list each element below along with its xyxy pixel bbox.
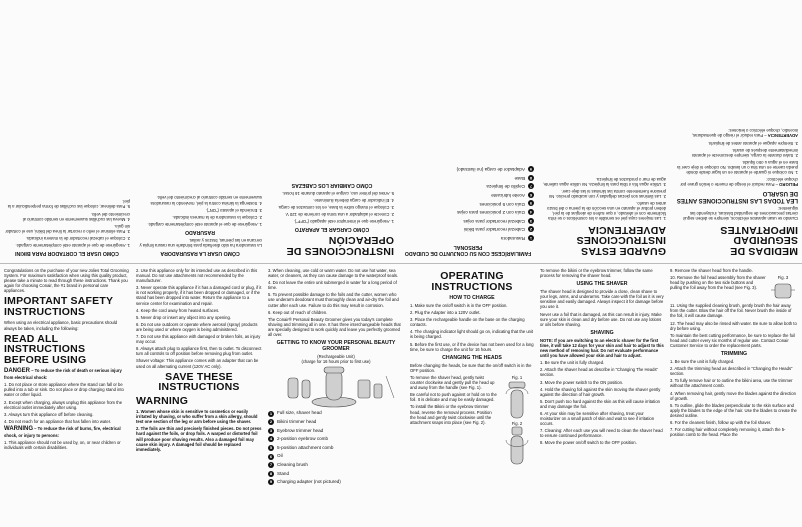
cleaning-item: 11. Using the supplied cleaning brush, gently brush the hair away from the cutter. Blow the hair off the foil. Never brush the inside of the foil, it will cause damage.: [670, 303, 792, 319]
list-item: 2 Bikini trimmer head: [269, 419, 317, 425]
parts-list: [268, 409, 404, 486]
es-safety-title: MEDIDAS DE SEGURIDAD IMPORTANTES: [720, 224, 798, 257]
remove-trimmer-text: To remove the bikini or the eyebrow trimmer, follow the same process for removing the shaver head.: [540, 268, 653, 279]
es-item: 3. Encienda el aparato ("ON").: [205, 207, 262, 213]
es-charge-title: CÓMO CARGAR EL APARATO: [294, 226, 370, 232]
trimming-item: 2. Attach the trimming head as described in “Changing the Heads” section.: [670, 366, 793, 377]
danger-text: – To reduce the risk of death or serious injury from electrical shock:: [4, 368, 122, 381]
warning-item: 4. Keep the cord away from heated surfaces.: [136, 307, 220, 313]
es-item: 2. Coloque el cabezal recortador de la manera indicada.: [25, 235, 130, 241]
list-item: 6 Oil: [269, 453, 283, 459]
es-danger-title: PELIGRO: [779, 182, 798, 188]
warning-item: 5. Never drop or insert any object into any opening.: [136, 314, 231, 320]
trimming-title: TRIMMING: [720, 351, 748, 358]
using-shaver-title: USING THE SHAVER: [576, 281, 628, 288]
charge-title: HOW TO CHARGE: [449, 295, 495, 301]
cleaning-item: 9. Remove the shaver head from the handle.: [670, 268, 753, 273]
es-item: 5. Antes del primer uso, cargue el aparato durante 16 horas.: [282, 190, 394, 196]
save-instructions-title: SAVE THESE INSTRUCTIONS: [158, 370, 240, 394]
cleaning-item: To maintain the best cutting performance, be sure to replace the foil head and cutter every six months of regular use. Contact Conair Customer Service to order the replacement parts.: [670, 332, 795, 348]
es-item: 2. Las láminas son piezas delgadas y con acabado preciso. No presione fuertemente contra las láminas ni las deje caer.: [548, 189, 666, 200]
list-item: 1 Full size, shaver head: [269, 410, 322, 416]
fig3-illustration: [769, 280, 797, 302]
es-column-4: [270, 4, 394, 259]
cleaning-item: 12. The head may also be rinsed with water. Be sure to allow both to dry before using.: [670, 320, 797, 331]
trimming-item: 4. When removing hair, gently move the blades against the direction of growth.: [670, 390, 796, 401]
list-item: 7 Cleaning brush: [269, 461, 308, 468]
es-item: 1. Asegúrese que el interruptor esté apagado ("OFF").: [293, 219, 394, 224]
es-item: 1. Asegúrese de que el aparato esté completamente cargado.: [15, 243, 130, 248]
list-item: 9 Charging adapter (not pictured): [269, 479, 341, 485]
handle-shape: [326, 370, 342, 400]
es-item: 1. Las mujeres cuya piel es sensible a los cosméticos o se irrita fácilmente con el afeitado, o que sufren de alergias de la piel, deben probar el aparato en una sección de la pierna o del brazo antes de usarlo.: [547, 201, 666, 222]
es-item: 1. Asegúrese de que el aparato esté completamente cargado.: [147, 221, 262, 227]
heads-item: Be careful not to push against or hold on to the foil. It is delicate and may be easily damaged.: [410, 392, 497, 403]
en-column-4: [410, 268, 534, 523]
english-section: [0, 264, 802, 527]
es-safety-text: Cuando se usan aparatos eléctricos, siempre se deben seguir ciertas precauciones de seguridad básicas, incluyendo las siguientes:: [683, 206, 798, 222]
list-item: 6 Aceite lubricante: [491, 192, 533, 199]
shaving-note: NOTE: If you are switching to an electric shaver for the first time, it will take 12 days for your skin and hair to adjust to this new method of removing hair. Do not evaluate performance until you have allowed your skin and hair to adjust.: [540, 337, 664, 359]
list-item: 3 Eyebrow trimmer head: [269, 427, 324, 433]
list-item: 3 Cabezal recortador para cejas: [463, 218, 533, 224]
trimmer-head-shape: [288, 378, 298, 398]
fig3-label: Fig. 3: [777, 275, 789, 281]
shaving-item: 5. Don't push too hard against the skin as this will cause irritation and may damage the foil.: [540, 398, 660, 409]
warning-item: 6. Keep out of reach of children.: [268, 309, 328, 315]
heads-text: Before changing the heads, be sure that the on/off switch is in the OFF position.: [410, 362, 532, 373]
fig2-label: Fig. 2: [511, 421, 523, 427]
es-adv-title: ADVERTENCIA: [767, 133, 798, 139]
danger-item: 3. Always turn this appliance off before cleaning.: [4, 411, 94, 417]
es-column-5: [138, 4, 262, 259]
es-item: 2. Coloque la rasuradora de la manera indicada.: [172, 214, 262, 220]
en-column-3: [268, 268, 404, 523]
kit-subtitle: (Rechargeable Unit): [317, 354, 355, 360]
es-item: 2. Salvo durante la carga, siempre desconecte el aparato inmediatamente después de usarlo.: [691, 147, 798, 158]
warning-item: 1. Women whose skin is sensitive to cosmetics or easily irritated by shaving, or who suffer from a skin allergy, should test one section of the leg or arm before using the shaver.: [136, 409, 258, 425]
list-item: 8 Base: [514, 175, 533, 181]
es-column-1: [674, 4, 798, 259]
fig2-illustration: [502, 426, 532, 466]
list-item: 5 Guía con 5 posiciones: [479, 201, 533, 207]
read-instructions-title: READ ALL INSTRUCTIONS BEFORE USING: [4, 332, 87, 366]
charge-item: 3. Place the rechargeable handle on the base on the charging contacts.: [410, 317, 525, 328]
danger-item: 4. Do not reach for an appliance that has fallen into water.: [4, 418, 112, 424]
warning-item: 6. Do not use outdoors or operate where aerosol (spray) products are being used or where oxygen is being administered.: [136, 321, 258, 332]
charge-item: 1. Make sure the on/off switch is in the OFF position.: [410, 303, 508, 308]
charge-item: 5. Before the first use, or if the device has not been used for a long time, be sure to charge the unit for 16 hours.: [410, 341, 534, 352]
oil-bottle-shape: [374, 384, 382, 398]
danger-title: DANGER: [4, 368, 31, 375]
cleaning-brush-shape: [386, 376, 394, 398]
es-column-3: [402, 4, 534, 259]
groomer-kit-illustration: [268, 366, 400, 408]
list-item: 2 Cabezal recortador para bikini: [463, 227, 533, 233]
list-item: 8 Stand: [269, 470, 290, 476]
list-item: 7 Cepillo de limpieza: [486, 184, 533, 190]
heads-item: To remove the shaver head, gently twist counter clockwise and gently pull the head up and away from the handle (see Fig. 1).: [410, 374, 495, 391]
es-item: 3. Utilice agua fría o tibia para la limpieza. No utilice agua caliente, agua de mar o productos de limpieza.: [542, 176, 666, 187]
es-heads-title: CÓMO CAMBIAR LOS CABEZAS: [291, 181, 373, 188]
shaving-item: 4. Hold the shaving foil against the skin moving the shaver gently against the direction of hair growth.: [540, 386, 661, 397]
es-item: 3. Siempre apague el aparato antes de limpiarlo.: [707, 140, 798, 146]
warning-title: WARNING: [4, 425, 33, 432]
trimming-item: 7. For cutting hair without completely removing it, attach the 5-position comb to the head. Place the: [670, 427, 786, 438]
es-danger-text: – Para reducir el riesgo de muerte o lesión grave por choque eléctrico:: [680, 177, 798, 188]
warning-item: 2. The foils are thin and precisely finished pieces. Do not press hard against the foils, or drop foils. A warped or distorted foil will produce poor shaving results. Also a damaged foil may cause skin injury. A damaged foil should be replaced immediately.: [136, 426, 262, 452]
danger-item: 1. Do not place or store appliance where the stand can fall or be pulled into a tub or sink. Do not place or drop charging stand into water or other liquid.: [4, 382, 124, 398]
es-item: 2. Conecte el adaptador a una toma de corriente de 120 V.: [285, 211, 394, 217]
safety-text: When using an electrical appliance, basic precautions should always be taken, including the following:: [4, 320, 118, 331]
es-item: 1. No coloque ni guarde el aparato en un lugar desde donde pueda caerse en una tina o un lavabo. No coloque ni deje caer la base en el agua u otro líquido.: [677, 159, 798, 176]
danger-item: 2. Except when charging, always unplug this appliance from the electrical outlet immediately after using.: [4, 399, 123, 410]
warning-item: 4. Do not leave the entire unit submerged in water for a long period of time.: [268, 280, 397, 291]
eyebrow-head-shape: [302, 380, 310, 398]
en-column-6: [670, 268, 798, 523]
spanish-section: [0, 0, 802, 263]
shaving-title: SHAVING: [590, 329, 614, 336]
list-item: 4 2-position eyebrow comb: [269, 436, 329, 442]
es-parts-list: [402, 165, 534, 242]
operating-title: OPERATING INSTRUCTIONS: [431, 270, 513, 293]
trimming-item: 3. To fully remove hair or to outline the bikini area, use the trimmer without the attachment comb.: [670, 378, 793, 389]
es-item: 4. El indicador de carga debería iluminarse.: [313, 197, 394, 203]
es-read-title: LEA TODAS LAS INSTRUCCIONES ANTES DE USARLO: [676, 190, 798, 204]
es-shaver-text: La rasuradora ha sido diseñada para brindarle una rasura limpia y cercana en las piernas, brazos y axilas.: [139, 237, 262, 248]
warning-item: 3. When cleaning, use cold or warm water. Do not use hot water, sea water, or cleaners, as they can cause damage to the waterproof seals.: [268, 268, 399, 279]
list-item: 5 5-position attachment comb: [269, 444, 334, 451]
es-column-6: [4, 4, 130, 259]
list-item: 4 Guía con 2 posiciones para cejas: [457, 209, 533, 216]
heads-item: To install the Bikini or the eyebrow trimmer head, reverse the removal process. Position the head and gently twist clockwise until the attachment snaps into place (see Fig. 2).: [410, 404, 492, 425]
charge-item: 2. Plug the Adapter into a 120V outlet.: [410, 310, 481, 316]
fig1-illustration: [502, 380, 532, 420]
shaver-text: The shaver head is designed to provide a close, clean shave to your legs, arms, and underarms. Take care with the foil as it is very sensitive and easily damaged. Always inspect it for damage before you use it.: [540, 289, 664, 310]
warning-item: 3. Never operate this appliance if it has a damaged cord or plug, if it is not working properly, if it has been dropped or damaged, or if the stand has been dropped into water. Return the appliance to a service center for examination and repair.: [136, 285, 262, 306]
fig1-label: Fig. 1: [511, 374, 523, 380]
warning-item: 7. Do not use this appliance with damaged or broken foils, as injury may occur.: [136, 334, 261, 345]
safety-title: IMPORTANT SAFETY INSTRUCTIONS: [4, 295, 113, 318]
shaving-item: 3. Move the power switch to the ON position.: [540, 379, 624, 385]
product-description: The Conair® Personal Beauty Groomer gives you today's complete shaving and trimming all in one. It has three interchangeable heads that are specially designed to work quickly and leave you perfectly groomed all over.: [268, 316, 401, 338]
shaving-item: 6. At your skin may be sensitive after shaving, treat your moisturizer on a small patch of skin and wait to see if irritation occurs.: [540, 410, 655, 427]
trimming-item: 1. Be sure the unit is fully charged.: [670, 359, 735, 365]
warning-text: – To reduce the risk of burns, fire, electrical shock, or injury to persons:: [4, 425, 121, 438]
kit-title: GETTING TO KNOW YOUR PERSONAL BEAUTY GROOMER: [276, 340, 396, 353]
shaving-item: 1. Be sure the unit is fully charged.: [540, 360, 605, 366]
list-item: 9 Adaptador de carga (no ilustrado): [456, 166, 533, 173]
en-column-1: [4, 268, 130, 523]
es-shaver-title: CÓMO USAR LA RASURADORA: [160, 250, 240, 256]
shaving-item: 8. Move the power on/off switch to the OFF position.: [540, 440, 637, 446]
es-item: 5. Para delinear, coloque las cuchillas de forma perpendicular a la piel.: [7, 199, 130, 210]
warning-title: WARNING: [136, 394, 189, 407]
intro-text: Congratulations on the purchase of your new Jolies Total Grooming System. For maximum satisfaction when using this quality product, please take a minute to read through these instructions. Thank you again for choosing Conair, the #1 brand in personal care appliances.: [4, 268, 129, 294]
es-item: 3. Coloque el mango sobre la base, en los contactos de carga.: [277, 204, 394, 210]
voltage-text: Shaver voltage: This appliance comes with an adapter that can be used on all alternating current (120V AC only).: [136, 358, 259, 369]
en-column-2: [136, 268, 262, 523]
es-operating-title: INSTRUCCIONES DE OPERACIÓN: [286, 234, 394, 257]
shaving-item: 2. Attach the shaver head as describe in “Changing The Heads” section.: [540, 367, 658, 378]
es-shave-title: RASURADO: [185, 228, 215, 235]
shaver-head-shape: [324, 367, 344, 373]
kit-note: (charge for 16 hours prior to first use): [301, 359, 371, 365]
shaving-item: 7. Cleaning: After each use you will need to clean the shaver head to ensure continued performance.: [540, 428, 663, 439]
en-column-5: [540, 268, 664, 523]
warning-item: 2. Use this appliance only for its intended use as described in this manual. Do not use attachments not recommended by the manufacturer.: [136, 268, 258, 284]
trimming-item: 6. For the cleanest finish, follow up with the foil shaver.: [670, 419, 772, 425]
cleaning-item: 10. Remove the foil head assembly from the shaver head by pushing on the two side buttons and pulling the foil away from the head (see Fig. 3).: [670, 275, 766, 291]
warning-item: 8. Always attach plug to appliance first, then to outlet. To disconnect turn all controls to off position before removing plug from outlet.: [136, 346, 262, 357]
es-item: 4. Sostenga la lámina contra la piel, moviendo la rasuradora suavemente en sentido contrario al crecimiento del vello.: [150, 195, 262, 206]
es-save-title: GUARDE ESTAS INSTRUCCIONES ADVERTENCIA: [576, 224, 666, 257]
trimming-item: 5. To outline, glide the blades perpendicular to the skin surface and apply the blades to the edge of the hair. Use the blades to create the desired outline.: [670, 402, 797, 418]
warning-item: 5. To prevent possible damage to the foils and the cutter, women who use underarm deodorant must thoroughly clean and air-dry the foil and cutter after each use. Failure to do this may result in corrosion.: [268, 292, 399, 308]
es-item: 3. Para eliminar el vello o recortar la línea del bikini, use el cortador sin guía.: [5, 223, 130, 234]
heads-title: CHANGING THE HEADS: [442, 354, 502, 361]
es-item: 4. Mueva las cuchillas suavemente en sentido contrario al crecimiento del vello.: [22, 211, 130, 222]
shaver-text: Never use a foil that is damaged, as this can result in injury. Make sure your skin is clean and dry before use. Do not use any lotions or oils before shaving.: [540, 311, 662, 327]
es-kit-title: FAMILIARÍCESE CON SU CONJUNTO DE CUIDADO PERSONAL: [404, 244, 532, 256]
charge-item: 4. The charging indicator light should go on, indicating that the unit is being charged.: [410, 329, 534, 340]
es-bikini-title: CÓMO USAR EL CORTADOR PARA BIKINI: [15, 250, 119, 256]
list-item: 1 Rasuradora: [500, 235, 533, 241]
warning-item: 1. This appliance should not be used by, on, or near children or individuals with certain disabilities.: [4, 440, 121, 451]
es-adv-text: – Para reducir el riesgo de quemaduras, incendio, choque eléctrico o lesiones:: [691, 128, 798, 139]
es-column-2: [542, 4, 666, 259]
comb-shape: [358, 380, 370, 398]
